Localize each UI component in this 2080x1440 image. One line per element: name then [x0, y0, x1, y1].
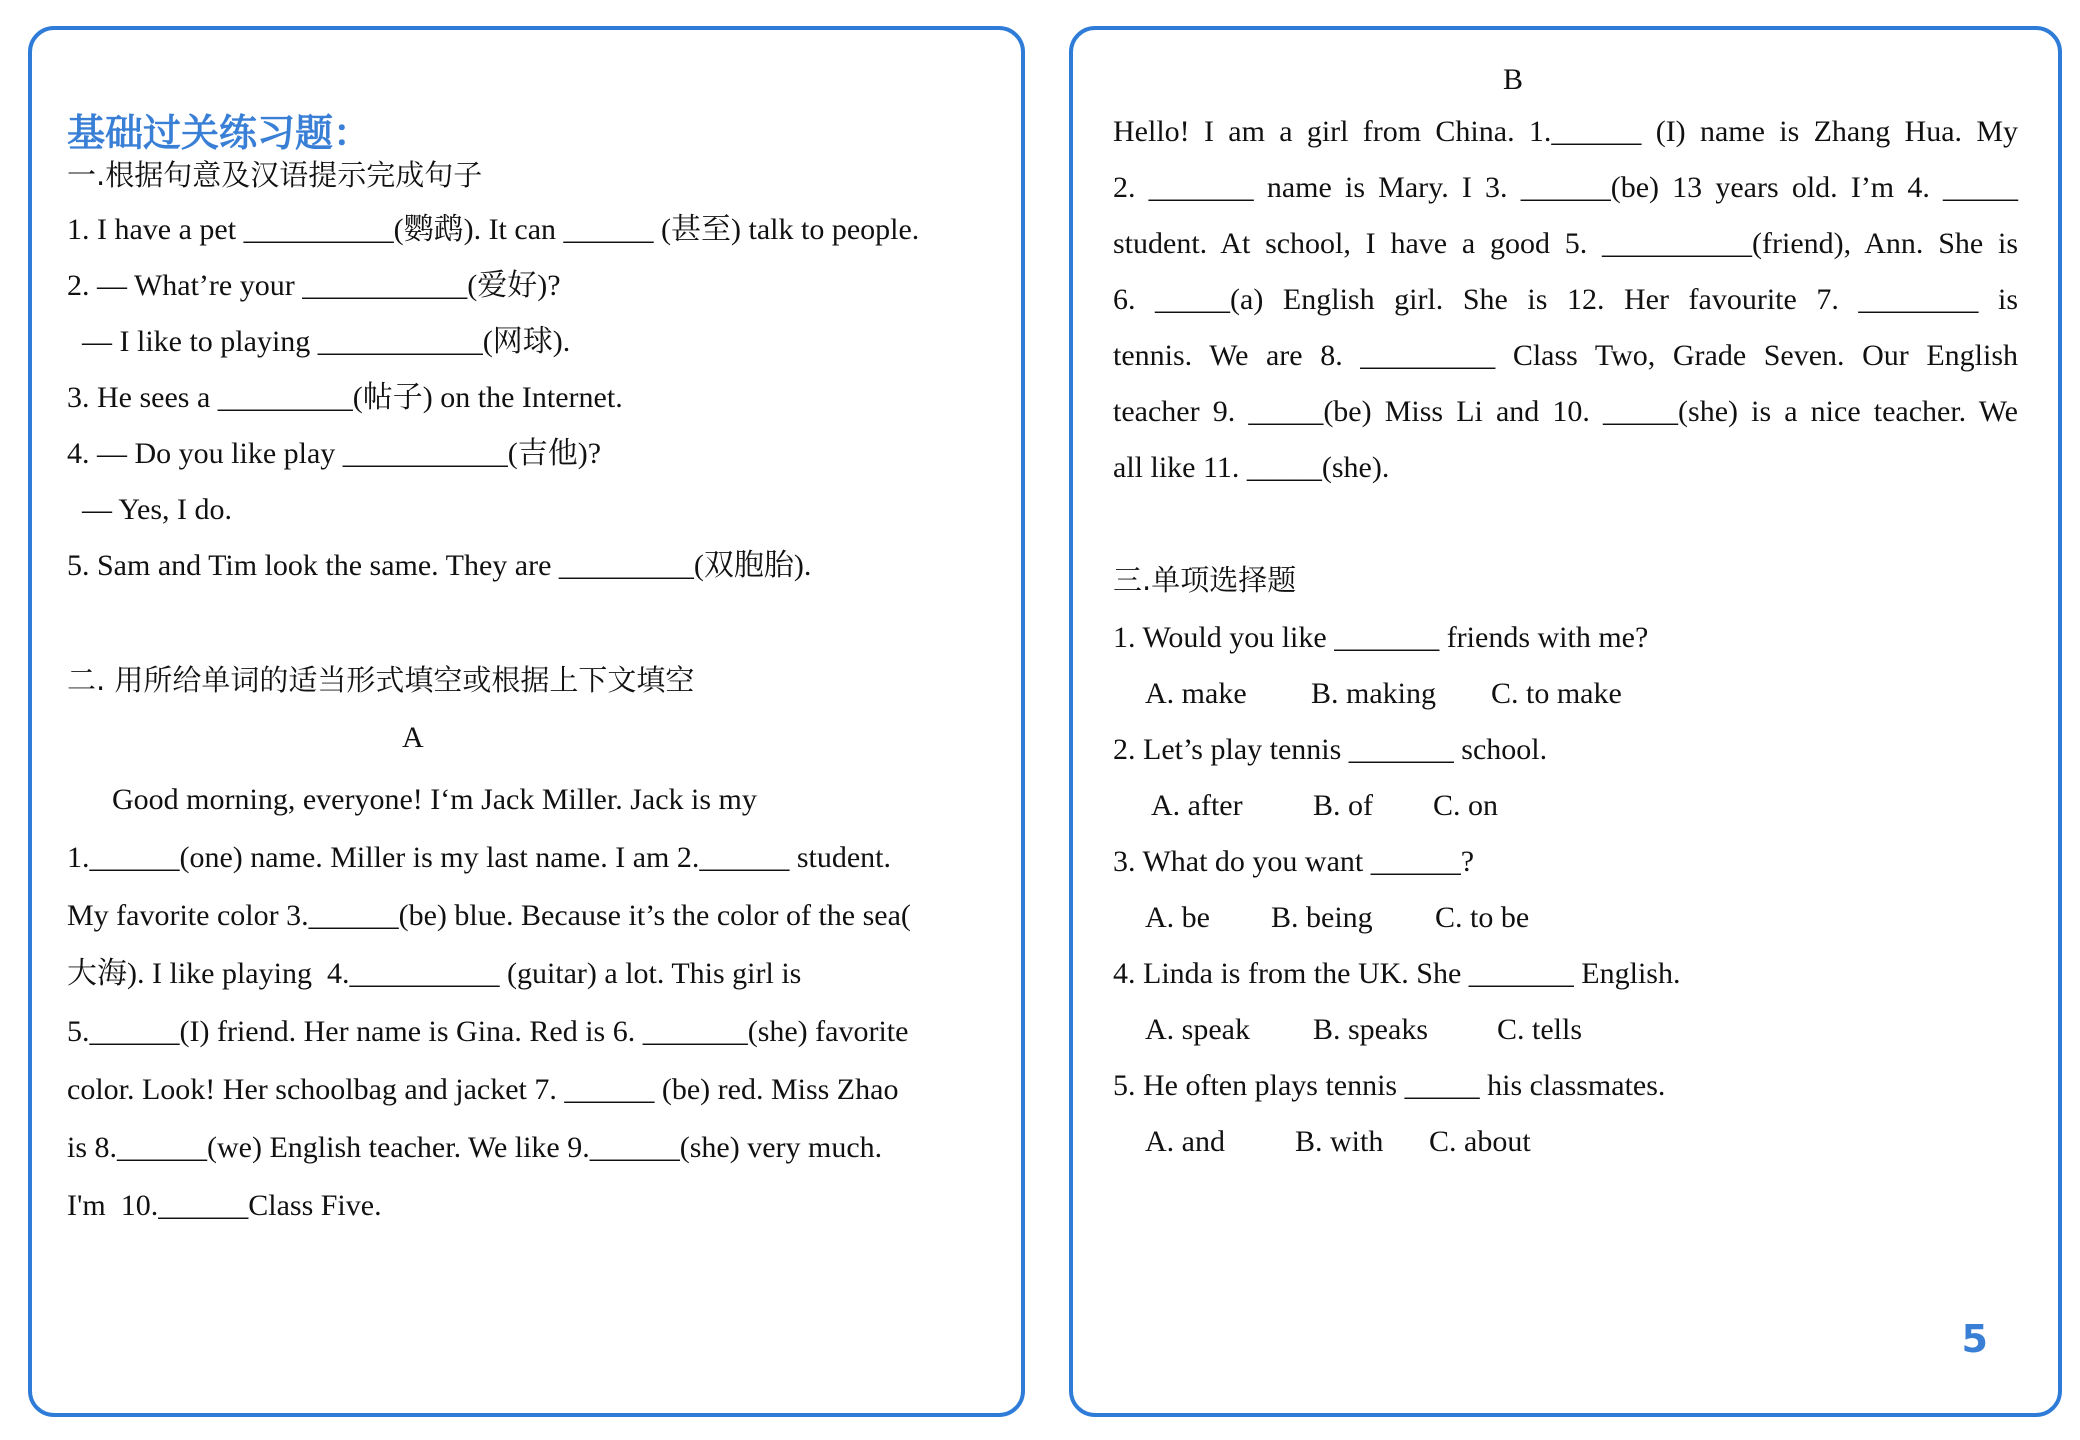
option-c: C. about — [1429, 1125, 1531, 1158]
passage-a-line: My favorite color 3.______(be) blue. Because it’s the color of the sea( — [67, 899, 911, 932]
option-c: C. to be — [1435, 901, 1530, 934]
option-a: A. and — [1145, 1125, 1225, 1158]
passage-b-label: B — [1503, 63, 1524, 96]
question-stem: 1. Would you like _______ friends with me? — [1113, 621, 1649, 654]
passage-a-line: 5.______(I) friend. Her name is Gina. Red is 6. _______(she) favorite — [67, 1015, 909, 1048]
passage-b-line: all like 11. _____(she). — [1113, 451, 1390, 484]
passage-a-line: 1.______(one) name. Miller is my last name. I am 2.______ student. — [67, 841, 892, 874]
option-c: C. tells — [1497, 1013, 1583, 1046]
section-1-heading: 一.根据句意及汉语提示完成句子 — [67, 158, 483, 192]
s1-line: 1. I have a pet __________(鹦鹉). It can ______ (甚至) talk to people. — [67, 213, 920, 246]
s1-line: 3. He sees a _________(帖子) on the Internet. — [67, 381, 623, 414]
option-b: B. being — [1271, 901, 1373, 934]
exercise-title: 基础过关练习题： — [67, 111, 372, 155]
section-2-heading: 二. 用所给单词的适当形式填空或根据上下文填空 — [67, 663, 695, 697]
passage-a-label: A — [402, 721, 424, 754]
passage-a-line: I'm 10.______Class Five. — [67, 1189, 382, 1222]
question-stem: 3. What do you want ______? — [1113, 845, 1475, 878]
question-stem: 5. He often plays tennis _____ his classmates. — [1113, 1069, 1666, 1102]
passage-b-line: Hello! I am a girl from China. 1.______ (I) name is Zhang Hua. My — [1113, 115, 2018, 148]
passage-b-line: student. At school, I have a good 5. __________(friend), Ann. She is — [1113, 227, 2018, 260]
option-a: A. make — [1145, 677, 1247, 710]
passage-a-line: 大海). I like playing 4.__________ (guitar) a lot. This girl is — [67, 957, 802, 990]
s1-line: — Yes, I do. — [67, 493, 233, 526]
option-b: B. making — [1311, 677, 1436, 710]
option-b: B. of — [1313, 789, 1373, 822]
s1-line: 4. — Do you like play ___________(吉他)? — [67, 437, 602, 470]
option-a: A. after — [1151, 789, 1243, 822]
option-a: A. be — [1145, 901, 1210, 934]
left-page-frame — [28, 26, 1025, 1417]
page-number: 5 — [1961, 1317, 1988, 1361]
question-stem: 4. Linda is from the UK. She _______ English. — [1113, 957, 1681, 990]
right-page-frame — [1069, 26, 2062, 1417]
option-b: B. speaks — [1313, 1013, 1428, 1046]
option-b: B. with — [1295, 1125, 1384, 1158]
option-c: C. to make — [1491, 677, 1622, 710]
s1-line: 5. Sam and Tim look the same. They are _________(双胞胎). — [67, 549, 812, 582]
passage-a-line: is 8.______(we) English teacher. We like 9.______(she) very much. — [67, 1131, 883, 1164]
s1-line: — I like to playing ___________(网球). — [67, 325, 571, 358]
section-3-heading: 三.单项选择题 — [1113, 563, 1297, 597]
passage-b-line: 6. _____(a) English girl. She is 12. Her favourite 7. ________ is — [1113, 283, 2018, 316]
s1-line: 2. — What’re your ___________(爱好)? — [67, 269, 561, 302]
option-a: A. speak — [1145, 1013, 1250, 1046]
passage-b-line: teacher 9. _____(be) Miss Li and 10. _____(she) is a nice teacher. We — [1113, 395, 2018, 428]
passage-b-line: 2. _______ name is Mary. I 3. ______(be) 13 years old. I’m 4. _____ — [1113, 171, 2018, 204]
question-stem: 2. Let’s play tennis _______ school. — [1113, 733, 1548, 766]
option-c: C. on — [1433, 789, 1499, 822]
passage-a-line: Good morning, everyone! I‘m Jack Miller. Jack is my — [67, 783, 757, 816]
passage-b-line: tennis. We are 8. _________ Class Two, Grade Seven. Our English — [1113, 339, 2018, 372]
passage-a-line: color. Look! Her schoolbag and jacket 7. ______ (be) red. Miss Zhao — [67, 1073, 899, 1106]
